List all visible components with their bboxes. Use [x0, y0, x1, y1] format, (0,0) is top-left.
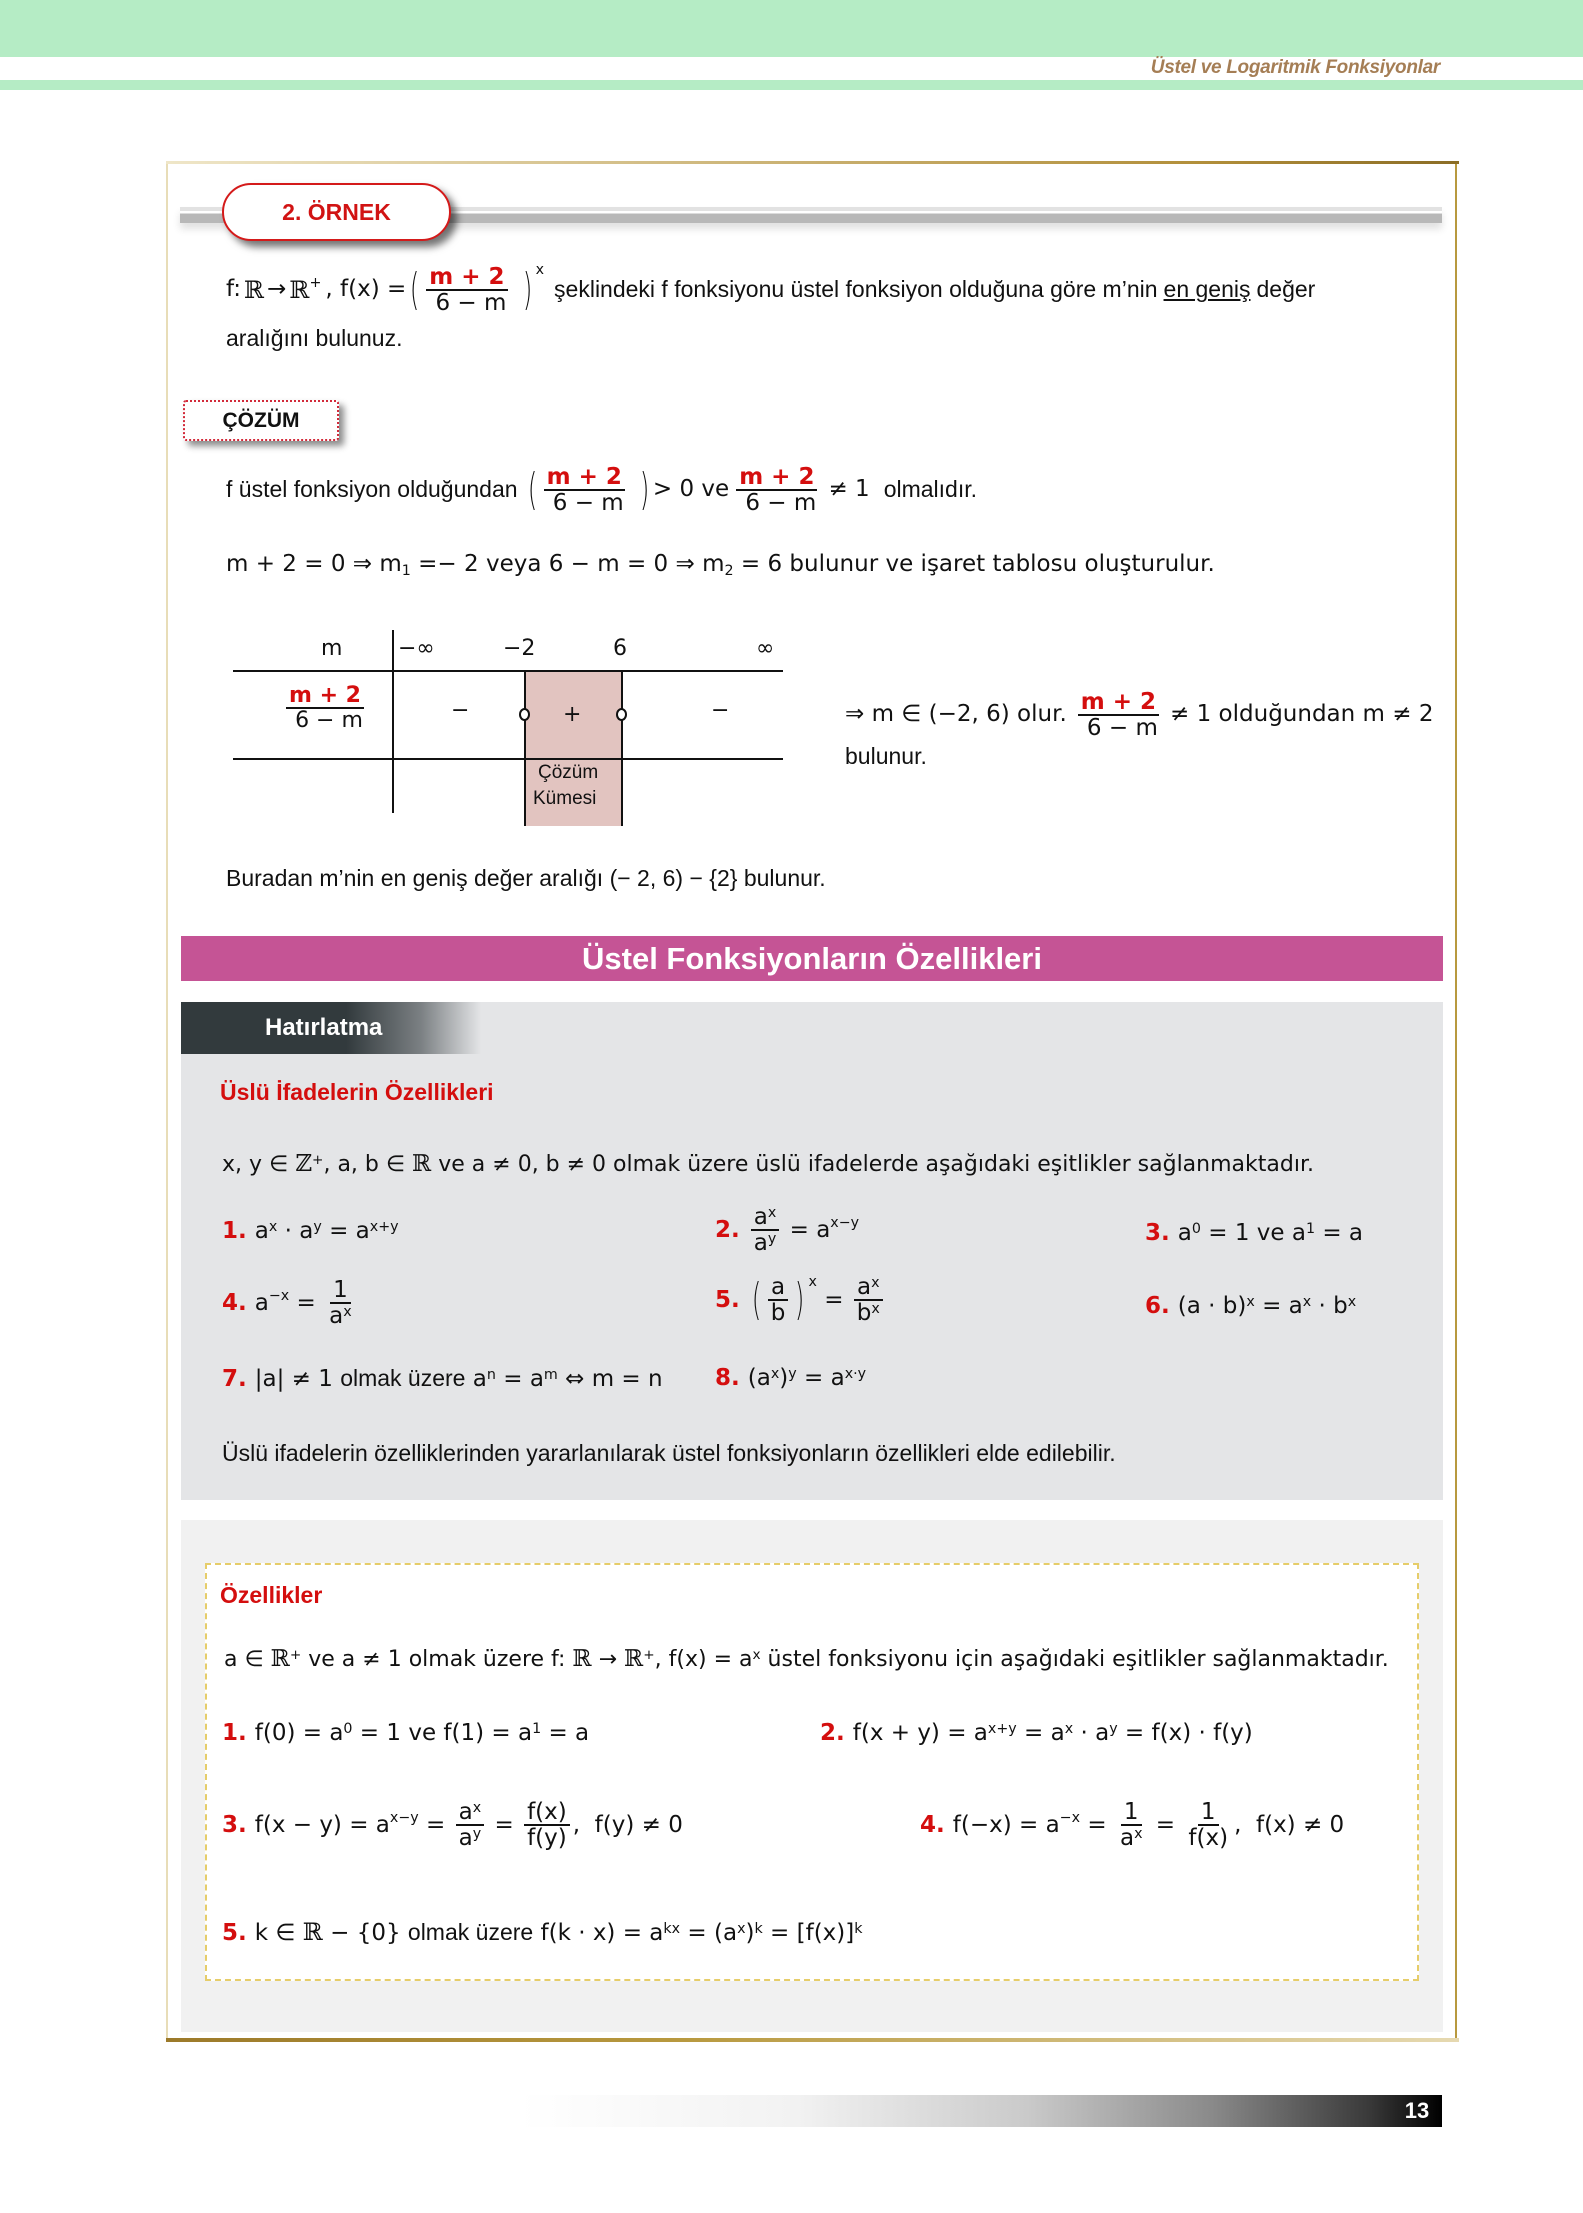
- fraction: [736, 465, 825, 515]
- solution-set-label: Kümesi: [533, 788, 597, 809]
- var-label: m: [321, 636, 343, 661]
- right-paren: ): [639, 464, 650, 516]
- text: olmalıdır.: [883, 476, 978, 503]
- plus-sup: +: [643, 1647, 655, 1664]
- text: , f(x) = a: [654, 1647, 753, 1672]
- fraction: [426, 265, 515, 315]
- numerator: m + 2: [736, 465, 817, 491]
- reminder-title: Üslü İfadelerin Özellikleri: [220, 1079, 494, 1105]
- reminder-item-8: 8. $(a^x)^y = a^{x\cdot y}$: [715, 1365, 867, 1391]
- subscript: 2: [724, 563, 734, 580]
- header-band: [0, 0, 1583, 57]
- solution-line-2: [226, 548, 1215, 581]
- text: f üstel fonksiyon olduğundan: [226, 476, 518, 503]
- property-item-1: 1. $f(0) = a^0 = 1$ ve $f(1) = a^1 = a$: [222, 1720, 590, 1746]
- denominator: 6 − m: [295, 708, 363, 734]
- reminder-item-6: 6. $(a \cdot b)^x = a^x \cdot b^x$: [1145, 1293, 1357, 1319]
- open-circle-icon: [519, 708, 530, 721]
- item-number: 7.: [222, 1366, 247, 1392]
- properties-title: Özellikler: [220, 1582, 323, 1608]
- frame-top-border: [166, 161, 1459, 164]
- result-line-2: bulunur.: [845, 743, 927, 769]
- table-line-mid: [233, 758, 783, 760]
- fraction: [286, 684, 372, 732]
- text: ve a ≠ 1 olmak üzere f:: [301, 1647, 573, 1672]
- table-line-6: [621, 670, 623, 826]
- point-label: −2: [503, 636, 536, 661]
- point-label: ∞: [756, 636, 775, 661]
- reminder-item-2: 2. $\frac{a^x}{a^y}$ = a $^{x-y}$: [715, 1204, 860, 1257]
- chapter-title: Üstel ve Logaritmik Fonksiyonlar: [1150, 57, 1440, 78]
- section-heading: Üstel Fonksiyonların Özellikleri: [181, 936, 1443, 981]
- reals-symbol: ℝ: [289, 275, 310, 304]
- text: x, y ∈: [222, 1152, 296, 1177]
- text: ≠ 1 olduğundan m ≠ 2: [1170, 701, 1434, 728]
- denominator: 6 − m: [435, 290, 507, 317]
- property-item-2: 2. $f(x + y) = a^{x+y} = a^x \cdot a^y = f(x) \cdot f(y)$: [820, 1720, 1253, 1746]
- reals-symbol: ℝ: [270, 1646, 290, 1672]
- properties-intro: [224, 1643, 1389, 1676]
- numerator: m + 2: [426, 265, 507, 291]
- expr-fraction: [283, 684, 375, 732]
- reminder-footer: Üslü ifadelerin özelliklerinden yararlanılarak üstel fonksiyonların özellikleri elde edilebilir.: [222, 1440, 1116, 1466]
- open-circle-icon: [616, 708, 627, 721]
- left-paren: (: [527, 464, 537, 516]
- item-number: 2.: [820, 1720, 845, 1746]
- reals-symbol: ℝ: [624, 1646, 644, 1672]
- denominator: 6 − m: [745, 490, 817, 517]
- fraction: [544, 465, 633, 515]
- item-number: 2.: [715, 1217, 740, 1244]
- table-line-top: [233, 670, 783, 672]
- reminder-item-3: 3. $a^0 = 1$ ve $a^1 = a$: [1145, 1220, 1364, 1246]
- text: =− 2 veya 6 − m = 0 ⇒ m: [410, 551, 725, 577]
- result-line-1: [845, 690, 1433, 740]
- reals-symbol: ℝ: [572, 1646, 592, 1672]
- subscript: 1: [401, 563, 411, 580]
- problem-line-1: f: ℝ → ℝ + , f(x) = ( $\frac{m + 2}{6 - m}$ ) $^x$ şeklindeki f fonksiyonu üstel fonksiyon olduğuna göre m’nin en geniş değer: [226, 262, 1316, 317]
- reminder-item-4: 4. a $^{-x}$ = $\frac{1}{a^x}$: [222, 1277, 352, 1330]
- item-number: 3.: [1145, 1220, 1170, 1246]
- item-number: 5.: [715, 1287, 740, 1314]
- reminder-intro: [222, 1148, 1314, 1181]
- integers-symbol: ℤ: [295, 1151, 313, 1177]
- text: , a, b ∈: [323, 1152, 413, 1177]
- fx-label: , f(x) =: [325, 276, 407, 303]
- item-number: 1.: [222, 1218, 247, 1244]
- item-number: 4.: [222, 1290, 247, 1317]
- item-number: 8.: [715, 1365, 740, 1391]
- point-label: 6: [613, 636, 627, 661]
- footer-bar: [520, 2095, 1442, 2127]
- text: a ∈: [224, 1647, 271, 1672]
- text: ve a ≠ 0, b ≠ 0 olmak üzere üslü ifadelerde aşağıdaki eşitlikler sağlanmaktadır.: [431, 1152, 1314, 1177]
- underlined-text: en geniş: [1163, 276, 1251, 303]
- solution-line-1: [226, 465, 977, 515]
- item-number: 5.: [222, 1920, 247, 1946]
- solution-badge: ÇÖZÜM: [183, 400, 339, 441]
- right-paren: ): [522, 264, 532, 316]
- point-label: −∞: [398, 636, 435, 661]
- reminder-item-1: 1. $a^x \cdot a^y = a^{x+y}$: [222, 1218, 399, 1244]
- text: > 0 ve: [652, 476, 730, 503]
- property-item-3: 3. f(x − y) = a $^{x-y}$ = $\frac{a^x}{a^y}$ = $\frac{f(x)}{f(y)}$ , f(y) ≠ 0: [222, 1799, 683, 1852]
- item-number: 4.: [920, 1812, 945, 1839]
- item-number: 6.: [1145, 1293, 1170, 1319]
- table-line-vertical: [392, 630, 394, 813]
- arrow: →: [267, 276, 287, 303]
- page-number: 13: [1404, 2098, 1430, 2123]
- text: üstel fonksiyonu için aşağıdaki eşitlikler sağlanmaktadır.: [760, 1647, 1389, 1672]
- plus-sup: +: [289, 1647, 302, 1664]
- f-def: f:: [226, 276, 242, 303]
- text: = 6 bulunur ve işaret tablosu oluşturulur.: [733, 551, 1215, 577]
- problem-line-2: aralığını bulunuz.: [226, 325, 403, 351]
- reminder-item-7: 7. |a| ≠ 1 olmak üzere $a^n = a^m$ ⇔ m = n: [222, 1365, 663, 1392]
- solution-set-label: Çözüm: [538, 762, 599, 783]
- property-item-5: 5. k ∈ ℝ − {0} olmak üzere $f(k \cdot x) = a^{kx} = (a^x)^k = [f(x)]^k$: [222, 1918, 863, 1946]
- sign-plus: +: [563, 702, 582, 727]
- denominator: 6 − m: [1086, 715, 1158, 742]
- sign-minus: −: [451, 698, 470, 723]
- frame-bottom-border: [166, 2038, 1459, 2042]
- problem-text: şeklindeki f fonksiyonu üstel fonksiyon olduğuna göre m’nin: [554, 276, 1158, 303]
- item-number: 3.: [222, 1812, 247, 1839]
- example-badge: 2. ÖRNEK: [222, 183, 451, 241]
- reminder-item-5: 5. ( $\frac{a}{b}$ ) $^x$ = $\frac{a^x}{b^x}$: [715, 1275, 886, 1325]
- numerator: m + 2: [544, 465, 625, 491]
- header-band-lower: [0, 80, 1583, 90]
- numerator: m + 2: [1078, 690, 1159, 716]
- property-item-4: 4. f(−x) = a $^{-x}$ = $\frac{1}{a^x}$ = $\frac{1}{f(x)}$ , f(x) ≠ 0: [920, 1799, 1345, 1852]
- arrow: →: [591, 1647, 625, 1672]
- denominator: 6 − m: [552, 490, 624, 517]
- plus-sup: +: [312, 1152, 324, 1169]
- item-number: 1.: [222, 1720, 247, 1746]
- text: ≠ 1: [828, 476, 870, 503]
- text: m + 2 = 0 ⇒ m: [226, 551, 402, 577]
- reals-symbol: ℝ: [412, 1151, 432, 1177]
- reminder-tab: Hatırlatma: [181, 1002, 481, 1054]
- table-line-minus2: [524, 670, 526, 826]
- fraction: [1078, 690, 1167, 740]
- reals-symbol: ℝ: [244, 275, 265, 304]
- exponent: x: [752, 1647, 761, 1664]
- numerator: m + 2: [286, 684, 364, 709]
- sign-minus: −: [711, 698, 730, 723]
- problem-text: değer: [1256, 276, 1316, 303]
- sign-table: [233, 630, 783, 820]
- text: ⇒ m ∈ (−2, 6) olur.: [845, 701, 1067, 728]
- conclusion: Buradan m’nin en geniş değer aralığı (− 2, 6) − {2} bulunur.: [226, 865, 826, 891]
- left-paren: (: [410, 264, 420, 316]
